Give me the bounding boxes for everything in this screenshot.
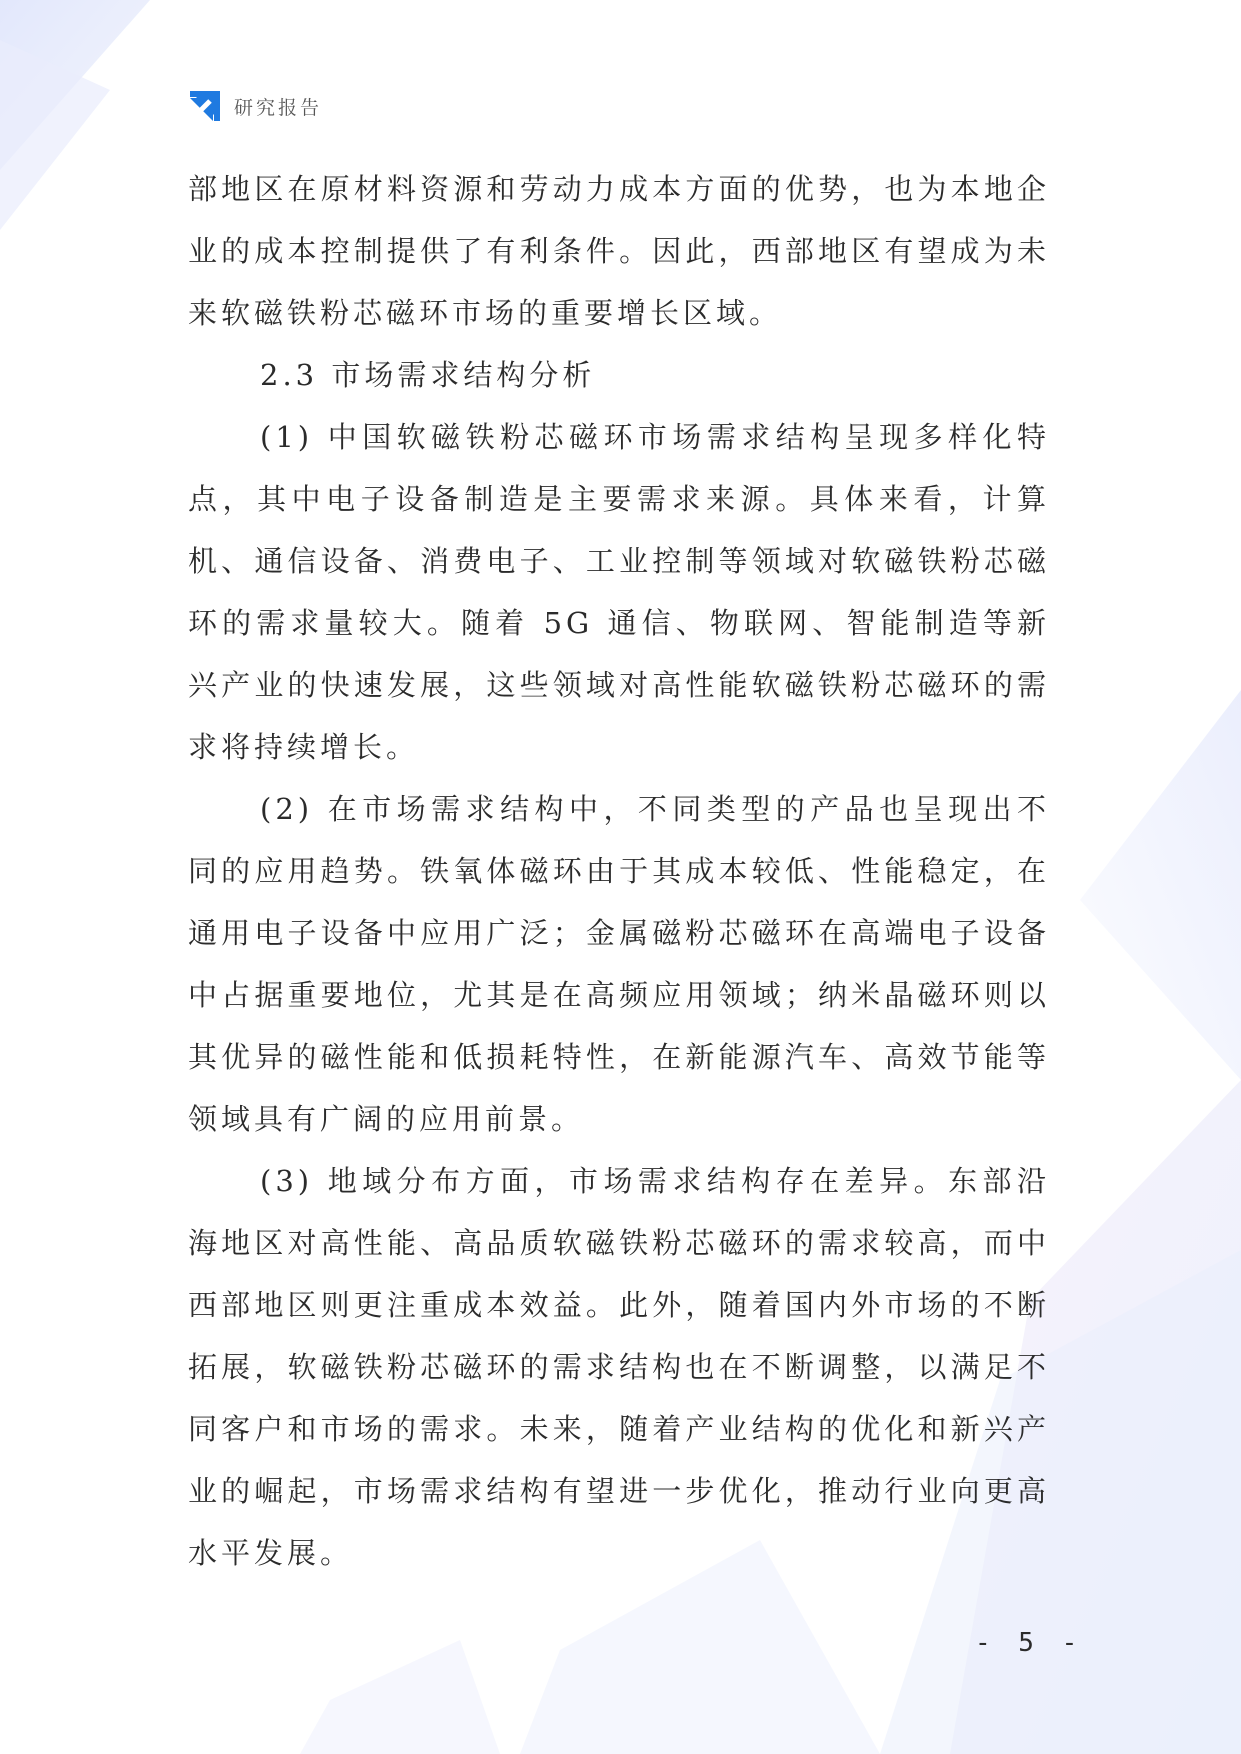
header-title: 研究报告: [234, 96, 323, 119]
document-body: [188, 158, 1050, 1584]
paragraph-1: (1) 中国软磁铁粉芯磁环市场需求结构呈现多样化特点，其中电子设备制造是主要需求来源。具体来看，计算机、通信设备、消费电子、工业控制等领域对软磁铁粉芯磁环的需求量较大。随着 5G 通信、物联网、智能制造等新兴产业的快速发展，这些领域对高性能软磁铁粉芯磁环的需求将持续增长。: [188, 420, 1050, 764]
section-heading: 2.3 市场需求结构分析: [260, 358, 596, 392]
continuation-paragraph: 部地区在原材料资源和劳动力成本方面的优势，也为本地企业的成本控制提供了有利条件。因此，西部地区有望成为未来软磁铁粉芯磁环市场的重要增长区域。: [188, 172, 1050, 330]
report-header: [188, 88, 322, 124]
paragraph-3: (3) 地域分布方面，市场需求结构存在差异。东部沿海地区对高性能、高品质软磁铁粉芯磁环的需求较高，而中西部地区则更注重成本效益。此外，随着国内外市场的不断拓展，软磁铁粉芯磁环的需求结构也在不断调整，以满足不同客户和市场的需求。未来，随着产业结构的优化和新兴产业的崛起，市场需求结构有望进一步优化，推动行业向更高水平发展。: [188, 1164, 1050, 1570]
arrow-up-right-icon: [188, 89, 222, 123]
paragraph-2: (2) 在市场需求结构中，不同类型的产品也呈现出不同的应用趋势。铁氧体磁环由于其成本较低、性能稳定，在通用电子设备中应用广泛；金属磁粉芯磁环在高端电子设备中占据重要地位，尤其是在高频应用领域；纳米晶磁环则以其优异的磁性能和低损耗特性，在新能源汽车、高效节能等领域具有广阔的应用前景。: [188, 792, 1050, 1136]
page-number: - 5 -: [975, 1628, 1084, 1658]
